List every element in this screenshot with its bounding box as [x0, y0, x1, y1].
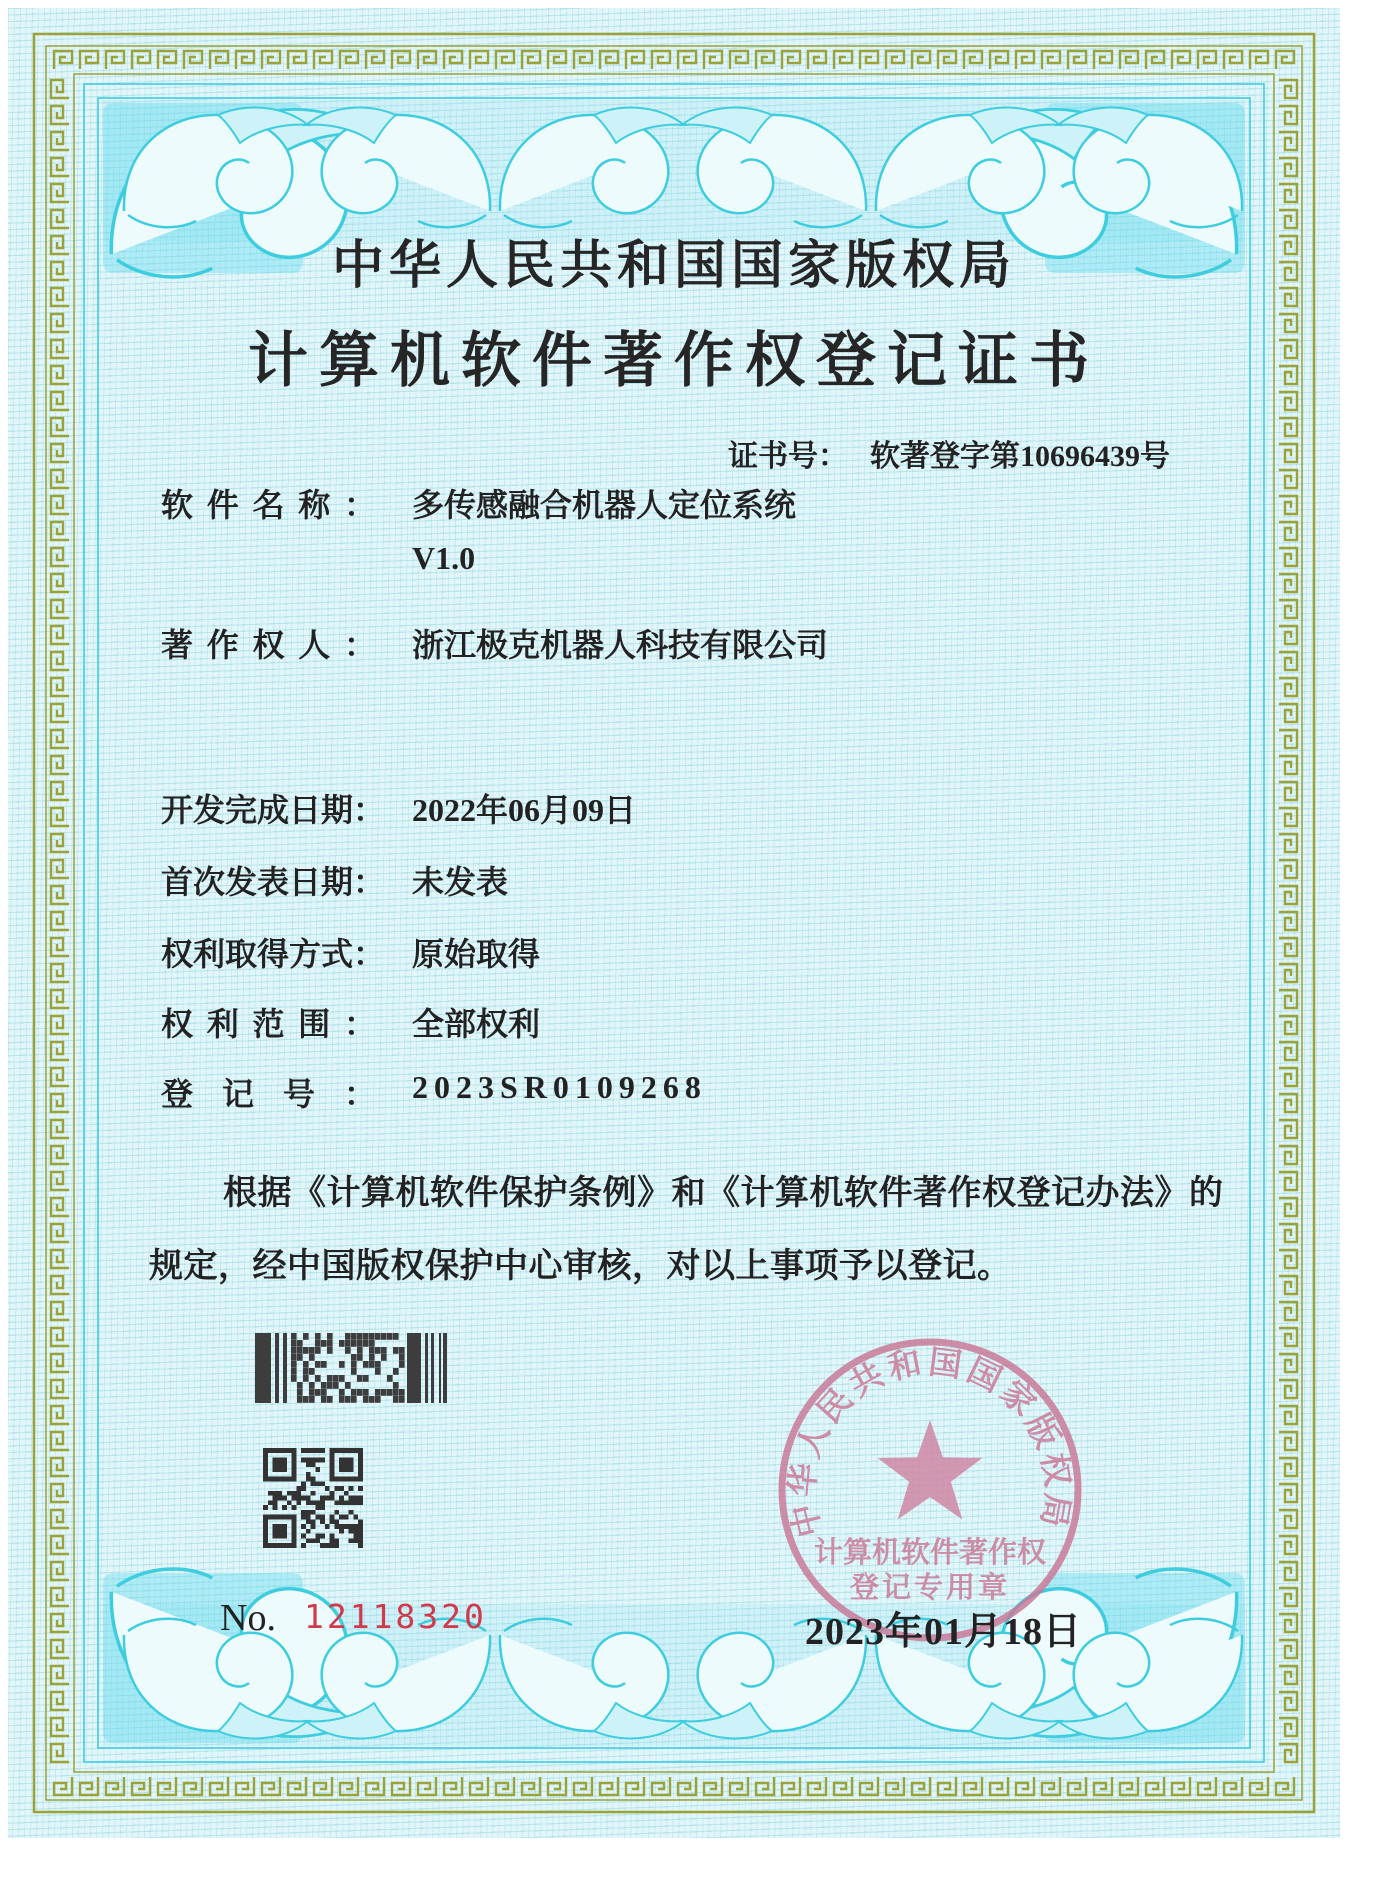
- copyright-holder-value: 浙江极克机器人科技有限公司: [412, 627, 829, 663]
- field-row-rights-scope: [161, 999, 1221, 1043]
- first-publish-date-value: 未发表: [412, 864, 509, 900]
- field-row-registration-no: [161, 1069, 1221, 1113]
- field-row-software-name: [161, 480, 1221, 524]
- greek-key-frame: [34, 34, 1314, 1812]
- software-name-label: 软件名称：: [161, 487, 376, 523]
- qr-code: [263, 1448, 363, 1548]
- copyright-holder-label: 著作权人：: [161, 627, 376, 663]
- serial-label: No.: [220, 1597, 276, 1639]
- field-row-rights-acquire-mode: [161, 929, 1221, 973]
- certificate-title: 计算机软件著作权登记证书: [248, 328, 1100, 394]
- statement-line-1: 根据《计算机软件保护条例》和《计算机软件著作权登记办法》的: [223, 1175, 1224, 1212]
- certificate-number-label: 证书号：: [728, 440, 848, 473]
- registration-no-value: 2023SR0109268: [412, 1069, 707, 1105]
- issue-date: 2023年01月18日: [805, 1611, 1083, 1653]
- software-name-value: 多传感融合机器人定位系统: [412, 487, 797, 523]
- pdf417-barcode: [255, 1333, 447, 1403]
- seal-text-line2: 登记专用章: [849, 1572, 1011, 1604]
- seal-ring-text: 中华人民共和国国家版权局: [785, 1344, 1075, 1541]
- registration-no-label: 登记号：: [161, 1076, 376, 1112]
- serial-number-line: [220, 1596, 487, 1640]
- dev-complete-date-label: 开发完成日期：: [161, 792, 386, 828]
- issuing-authority: 中华人民共和国国家版权局: [331, 238, 1016, 295]
- field-row-dev-complete-date: [161, 785, 1221, 829]
- seal-star: [878, 1420, 983, 1520]
- rights-scope-label: 权利范围：: [161, 1006, 376, 1042]
- certificate-number-value: 软著登字第10696439号: [870, 440, 1170, 473]
- dev-complete-date-value: 2022年06月09日: [412, 792, 637, 828]
- serial-number: 12118320: [303, 1597, 487, 1636]
- rights-acquire-mode-value: 原始取得: [412, 936, 541, 972]
- field-row-copyright-holder: [161, 620, 1221, 664]
- statement-line-2: 规定，经中国版权保护中心审核，对以上事项予以登记。: [149, 1248, 1012, 1285]
- first-publish-date-label: 首次发表日期：: [161, 864, 386, 900]
- rights-acquire-mode-label: 权利取得方式：: [161, 936, 386, 972]
- seal-text-line1: 计算机软件著作权: [813, 1537, 1047, 1569]
- rights-scope-value: 全部权利: [412, 1006, 541, 1042]
- software-version: V1.0: [412, 540, 476, 576]
- certificate-number-line: [728, 431, 1170, 475]
- field-row-first-publish-date: [161, 857, 1221, 901]
- certificate-paper: [8, 8, 1340, 1838]
